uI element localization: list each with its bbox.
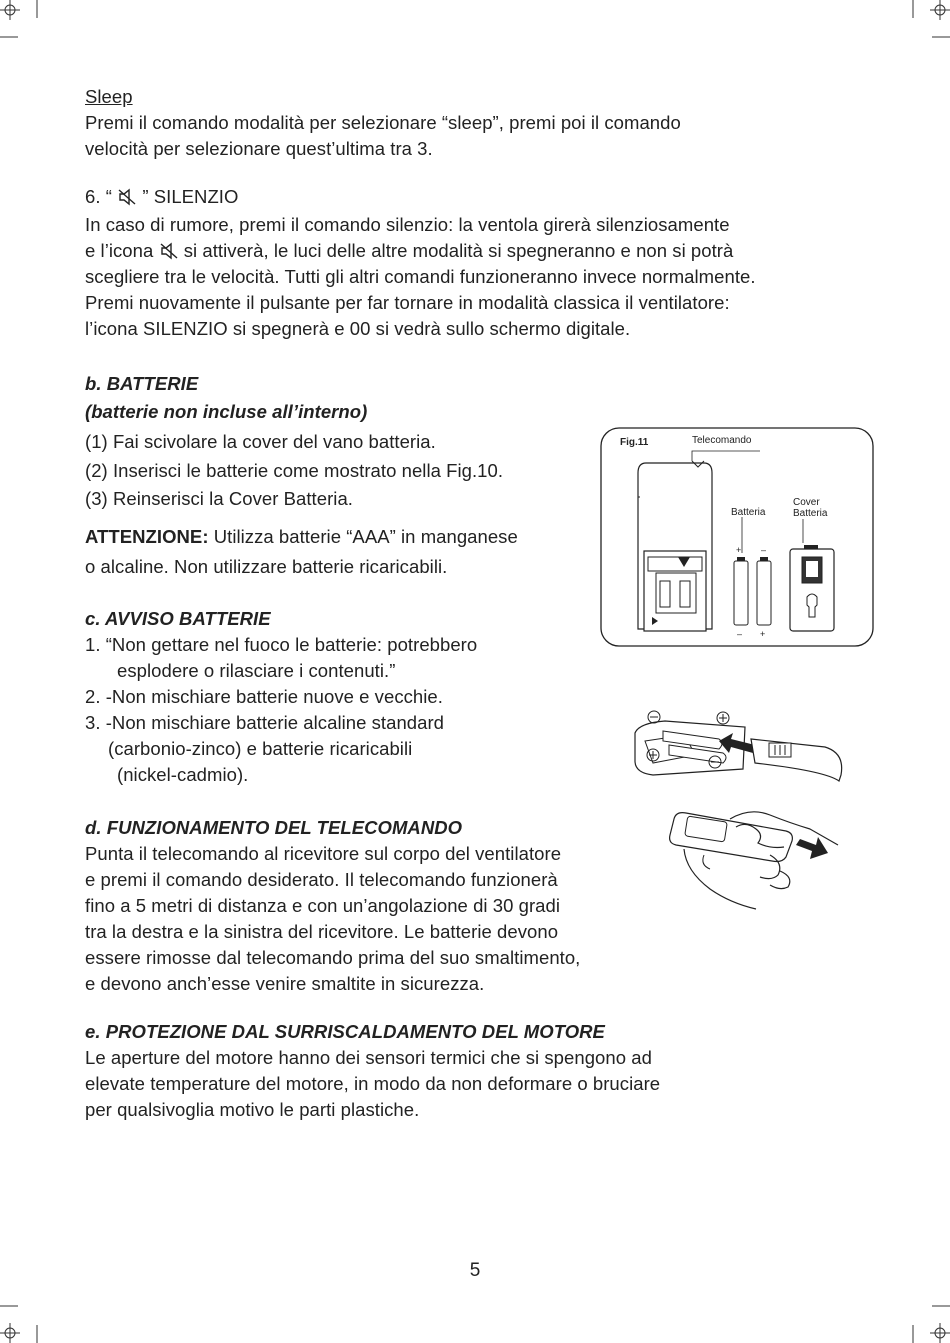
batterie-step-2: (2) Inserisci le batterie come mostrato nella Fig.10. <box>85 460 504 481</box>
silenzio-text-2a: e l’icona <box>85 240 154 261</box>
crop-mark-icon <box>890 1303 950 1343</box>
attenzione-line-1 <box>85 524 518 550</box>
avviso-line-3: 2. -Non mischiare batterie nuove e vecchie. <box>85 686 443 707</box>
sleep-title: Sleep <box>85 86 133 107</box>
crop-mark-icon <box>0 1303 60 1343</box>
svg-text:+: + <box>736 545 742 555</box>
hand-remote-illustration <box>660 805 845 915</box>
protezione-line-3: per qualsivoglia motivo le parti plastiche. <box>85 1099 420 1120</box>
funzionamento-line-1: Punta il telecomando al ricevitore sul corpo del ventilatore <box>85 843 562 864</box>
avviso-line-6: (nickel-cadmio). <box>117 764 249 785</box>
silenzio-text-3: scegliere tra le velocità. Tutti gli altri comandi funzioneranno invece normalmente. <box>85 266 756 287</box>
remote-control-icon <box>638 461 712 631</box>
avviso-line-4: 3. -Non mischiare batterie alcaline standard <box>85 712 445 733</box>
mute-speaker-icon <box>159 242 179 260</box>
funzionamento-line-2: e premi il comando desiderato. Il telecomando funzionerà <box>85 869 558 890</box>
figure-11-batteria-label: Batteria <box>731 507 766 518</box>
attenzione-text: Utilizza batterie “AAA” in manganese <box>208 526 518 547</box>
funzionamento-heading: d. FUNZIONAMENTO DEL TELECOMANDO <box>85 817 463 838</box>
protezione-line-1: Le aperture del motore hanno dei sensori termici che si spengono ad <box>85 1047 652 1068</box>
sleep-text-2: velocità per selezionare quest’ultima tra 3. <box>85 138 433 159</box>
figure-11-telecomando-label: Telecomando <box>692 435 752 446</box>
figure-11-cover-label-2: Batteria <box>793 508 828 519</box>
batterie-subheading: (batterie non incluse all’interno) <box>85 401 368 422</box>
silenzio-text-1: In caso di rumore, premi il comando silenzio: la ventola girerà silenziosamente <box>85 214 730 235</box>
avviso-line-2: esplodere o rilasciare i contenuti.” <box>117 660 396 681</box>
attenzione-line-2: o alcaline. Non utilizzare batterie ricaricabili. <box>85 556 448 577</box>
avviso-heading: c. AVVISO BATTERIE <box>85 608 271 629</box>
silenzio-suffix: ” SILENZIO <box>142 186 239 207</box>
protezione-heading: e. PROTEZIONE DAL SURRISCALDAMENTO DEL MOTORE <box>85 1021 605 1042</box>
crop-mark-icon <box>0 0 60 40</box>
silenzio-text-4: Premi nuovamente il pulsante per far tornare in modalità classica il ventilatore: <box>85 292 730 313</box>
batterie-step-3: (3) Reinserisci la Cover Batteria. <box>85 488 353 509</box>
silenzio-title <box>85 184 238 210</box>
svg-text:–: – <box>761 545 767 555</box>
page-number: 5 <box>469 1260 481 1281</box>
figure-11-drawing <box>600 427 874 647</box>
funzionamento-line-3: fino a 5 metri di distanza e con un’angolazione di 30 gradi <box>85 895 561 916</box>
silenzio-prefix: 6. “ <box>85 186 112 207</box>
figure-11 <box>600 427 874 647</box>
silenzio-text-2b: si attiverà, le luci delle altre modalità si spegneranno e non si potrà <box>183 240 734 261</box>
avviso-line-5: (carbonio-zinco) e batterie ricaricabili <box>108 738 413 759</box>
silenzio-text-5: l’icona SILENZIO si spegnerà e 00 si vedrà sullo schermo digitale. <box>85 318 631 339</box>
battery-insertion-illustration <box>625 705 850 787</box>
figure-11-cover-label-1: Cover <box>793 497 820 508</box>
funzionamento-line-5: essere rimosse dal telecomando prima del suo smaltimento, <box>85 947 581 968</box>
svg-text:–: – <box>737 629 743 639</box>
battery-cover-icon <box>790 545 834 631</box>
avviso-line-1: 1. “Non gettare nel fuoco le batterie: potrebbero <box>85 634 478 655</box>
protezione-line-2: elevate temperature del motore, in modo da non deformare o bruciare <box>85 1073 661 1094</box>
silenzio-text-2 <box>85 238 733 264</box>
batterie-heading: b. BATTERIE <box>85 373 199 394</box>
svg-text:+: + <box>760 629 766 639</box>
crop-mark-icon <box>890 0 950 40</box>
remote-control-icon <box>670 813 793 862</box>
sleep-text-1: Premi il comando modalità per selezionare “sleep”, premi poi il comando <box>85 112 681 133</box>
mute-speaker-icon <box>117 188 137 206</box>
funzionamento-line-6: e devono anch’esse venire smaltite in sicurezza. <box>85 973 485 994</box>
funzionamento-line-4: tra la destra e la sinistra del ricevitore. Le batterie devono <box>85 921 559 942</box>
arrow-icon <box>796 837 828 859</box>
figure-11-label: Fig.11 <box>620 437 649 448</box>
attenzione-label: ATTENZIONE: <box>85 526 209 547</box>
batterie-step-1: (1) Fai scivolare la cover del vano batteria. <box>85 431 436 452</box>
